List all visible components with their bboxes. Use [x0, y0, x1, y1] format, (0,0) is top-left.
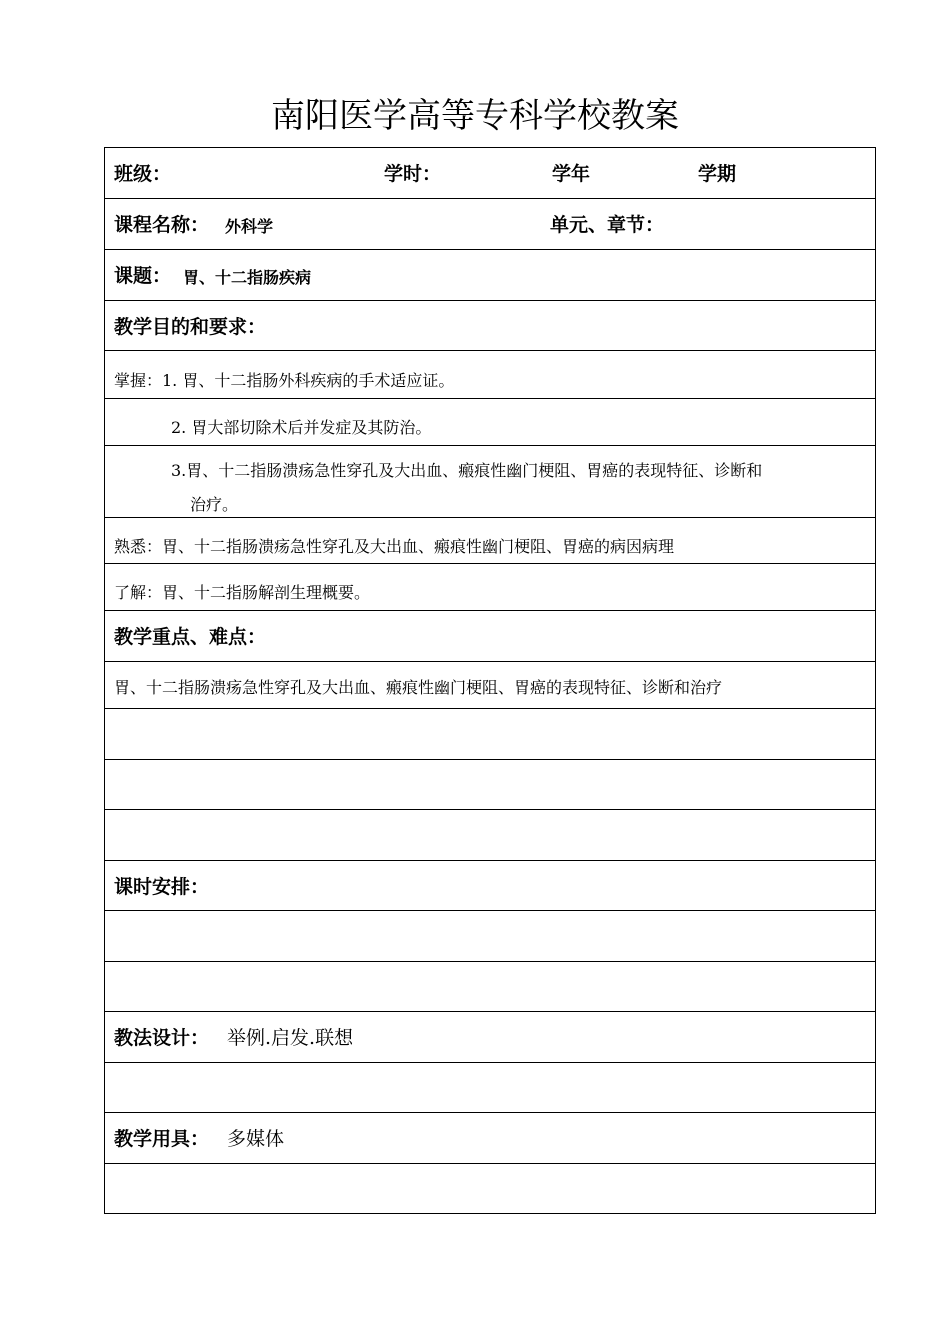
tools-value: 多媒体 — [227, 1128, 285, 1150]
term-label: 学期 — [698, 163, 737, 185]
row-objectives-heading — [105, 301, 875, 351]
method-label: 教法设计： — [114, 1027, 210, 1049]
familiar-item: 熟悉：胃、十二指肠溃疡急性穿孔及大出血、瘢痕性幽门梗阻、胃癌的病因病理 — [114, 537, 675, 556]
row-schedule-heading — [105, 861, 875, 911]
row-master-1 — [105, 351, 875, 399]
row-familiar — [105, 518, 875, 564]
master-item-1: 掌握：1. 胃、十二指肠外科疾病的手术适应证。 — [114, 371, 455, 390]
objectives-heading: 教学目的和要求： — [114, 316, 267, 338]
course-value: 外科学 — [225, 217, 274, 236]
row-keypoints-heading — [105, 611, 875, 662]
keypoints-content: 胃、十二指肠溃疡急性穿孔及大出血、瘢痕性幽门梗阻、胃癌的表现特征、诊断和治疗 — [114, 678, 723, 697]
unit-label: 单元、章节： — [550, 214, 665, 236]
row-blank — [105, 962, 875, 1012]
row-blank — [105, 911, 875, 962]
course-label: 课程名称： — [114, 214, 210, 236]
hours-label: 学时： — [384, 163, 442, 185]
master-item-2: 2. 胃大部切除术后并发症及其防治。 — [171, 418, 432, 437]
class-label: 班级： — [114, 163, 172, 185]
page-title: 南阳医学高等专科学校教案 — [271, 96, 679, 136]
topic-value: 胃、十二指肠疾病 — [183, 268, 312, 287]
topic-label: 课题： — [114, 265, 172, 287]
row-blank — [105, 1164, 875, 1213]
schedule-heading: 课时安排： — [114, 876, 210, 898]
tools-label: 教学用具： — [114, 1128, 210, 1150]
keypoints-heading: 教学重点、难点： — [114, 626, 267, 648]
understand-item: 了解：胃、十二指肠解剖生理概要。 — [114, 583, 371, 602]
row-topic — [105, 250, 875, 301]
row-understand — [105, 564, 875, 611]
master-item-3-line-1: 3.胃、十二指肠溃疡急性穿孔及大出血、瘢痕性幽门梗阻、胃癌的表现特征、诊断和 — [171, 461, 763, 480]
method-value: 举例.启发.联想 — [227, 1027, 354, 1049]
row-keypoints-content — [105, 662, 875, 709]
row-course — [105, 199, 875, 250]
row-blank — [105, 1063, 875, 1113]
row-class-info — [105, 148, 875, 199]
row-master-2 — [105, 399, 875, 446]
row-master-3 — [105, 446, 875, 518]
row-method — [105, 1012, 875, 1063]
row-blank — [105, 760, 875, 810]
year-label: 学年 — [552, 163, 591, 185]
row-blank — [105, 709, 875, 760]
lesson-plan-table — [104, 147, 876, 1214]
row-tools — [105, 1113, 875, 1164]
master-item-3-line-2: 治疗。 — [190, 495, 239, 514]
row-blank — [105, 810, 875, 861]
